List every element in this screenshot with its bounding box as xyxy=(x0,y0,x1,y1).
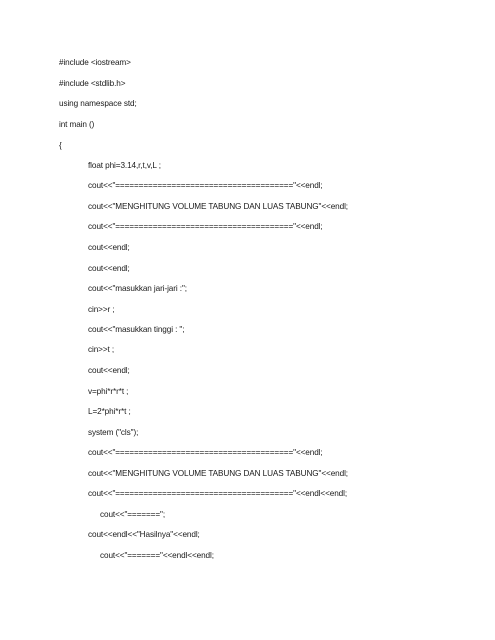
code-line-9: cout<<"======================================"<<endl; xyxy=(88,222,323,231)
code-line-16: cout<<endl; xyxy=(88,366,130,375)
code-line-15: cin>>t ; xyxy=(88,345,115,354)
code-line-12: cout<<"masukkan jari-jari :"; xyxy=(88,284,187,293)
code-line-21: cout<<"MENGHITUNG VOLUME TABUNG DAN LUAS TABUNG"<<endl; xyxy=(88,469,348,478)
code-line-20: cout<<"======================================"<<endl; xyxy=(88,448,323,457)
code-line-6: float phi=3.14,r,t,v,L ; xyxy=(88,161,161,170)
code-line-7: cout<<"======================================"<<endl; xyxy=(88,181,323,190)
code-line-11: cout<<endl; xyxy=(88,264,130,273)
code-line-8: cout<<"MENGHITUNG VOLUME TABUNG DAN LUAS TABUNG"<<endl; xyxy=(88,202,348,211)
code-line-19: system ("cls"); xyxy=(88,428,139,437)
code-line-25: cout<<"======="<<endl<<endl; xyxy=(100,551,214,560)
code-line-18: L=2*phi*r*t ; xyxy=(88,407,131,416)
code-line-24: cout<<endl<<"Hasilnya"<<endl; xyxy=(88,530,200,539)
code-line-10: cout<<endl; xyxy=(88,243,130,252)
code-line-3: using namespace std; xyxy=(59,99,137,108)
code-line-5: { xyxy=(59,141,62,150)
code-line-4: int main () xyxy=(59,120,95,129)
code-line-1: #include <iostream> xyxy=(59,58,131,67)
code-line-2: #include <stdlib.h> xyxy=(59,79,126,88)
code-line-17: v=phi*r*r*t ; xyxy=(88,387,129,396)
code-line-13: cin>>r ; xyxy=(88,305,115,314)
code-line-14: cout<<"masukkan tinggi : "; xyxy=(88,325,185,334)
code-line-22: cout<<"======================================"<<endl<<endl; xyxy=(88,489,348,498)
code-line-23: cout<<"======="; xyxy=(100,510,165,519)
